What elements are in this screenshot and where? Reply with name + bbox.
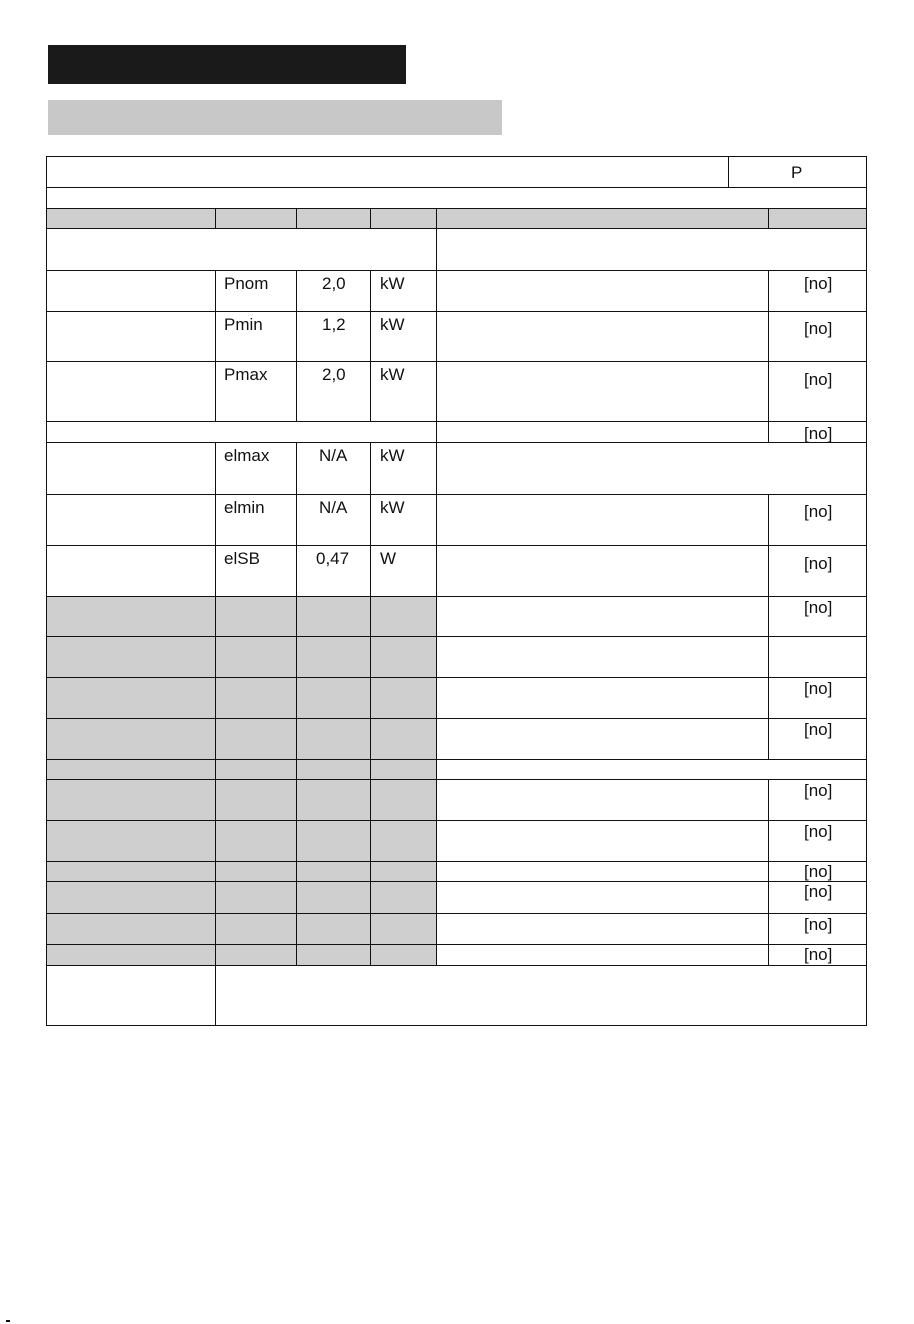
table-row-description bbox=[436, 270, 769, 312]
table-row-description bbox=[436, 311, 769, 362]
answer-text: [no] bbox=[804, 915, 833, 934]
header-code-letter: P bbox=[791, 163, 803, 182]
column-header-value bbox=[296, 208, 371, 229]
answer-text: [no] bbox=[804, 862, 833, 881]
table-row-description bbox=[436, 596, 769, 637]
table-row-answer: [no] bbox=[768, 421, 867, 443]
table-row-description bbox=[436, 361, 769, 422]
table-row-label bbox=[46, 270, 216, 312]
table-row-symbol bbox=[215, 636, 297, 678]
table-row-value bbox=[296, 861, 371, 882]
table-row-unit bbox=[370, 944, 437, 966]
table-row-answer bbox=[768, 779, 867, 821]
table-row-description bbox=[436, 861, 769, 882]
answer-text: [no] bbox=[804, 679, 833, 698]
table-row-value bbox=[296, 677, 371, 719]
table-row-symbol: elmin bbox=[215, 494, 297, 546]
footer-label-cell bbox=[46, 965, 216, 1026]
table-row-unit bbox=[370, 636, 437, 678]
table-row-symbol bbox=[215, 718, 297, 760]
header-model-cell bbox=[46, 156, 729, 188]
table-row-description bbox=[436, 881, 769, 914]
table-row-label bbox=[46, 677, 216, 719]
table-row-value: 2,0 bbox=[296, 270, 371, 312]
table-row-symbol bbox=[215, 759, 297, 780]
table-row-label bbox=[46, 361, 216, 422]
table-row-symbol: Pmax bbox=[215, 361, 297, 422]
subheader-row bbox=[46, 187, 867, 209]
table-row-value: N/A bbox=[296, 494, 371, 546]
table-row-symbol bbox=[215, 881, 297, 914]
table-row-symbol bbox=[215, 944, 297, 966]
table-row-description bbox=[436, 944, 769, 966]
table-row-answer bbox=[768, 861, 867, 882]
table-row-value: 2,0 bbox=[296, 361, 371, 422]
section-aux-electricity-label bbox=[46, 421, 437, 443]
table-row-symbol: Pnom bbox=[215, 270, 297, 312]
table-row-answer: [no] bbox=[768, 494, 867, 546]
table-row-value bbox=[296, 913, 371, 945]
column-header-answer bbox=[768, 208, 867, 229]
answer-text: [no] bbox=[804, 822, 833, 841]
table-row-label bbox=[46, 718, 216, 760]
table-row-symbol: elSB bbox=[215, 545, 297, 597]
section-subtitle-bar bbox=[48, 100, 502, 135]
table-row-symbol bbox=[215, 779, 297, 821]
table-row-unit bbox=[370, 820, 437, 862]
table-row-value bbox=[296, 596, 371, 637]
table-row-description bbox=[436, 820, 769, 862]
section-heat-input-label bbox=[436, 228, 867, 271]
table-row-answer bbox=[768, 820, 867, 862]
answer-text: [no] bbox=[804, 720, 833, 739]
table-row-symbol bbox=[215, 820, 297, 862]
answer-text: [no] bbox=[804, 781, 833, 800]
table-row-description bbox=[436, 677, 769, 719]
answer-text: [no] bbox=[804, 945, 833, 964]
answer-text: [no] bbox=[804, 882, 833, 901]
table-row-symbol bbox=[215, 913, 297, 945]
table-row-label bbox=[46, 913, 216, 945]
column-header-description bbox=[436, 208, 769, 229]
column-header-item bbox=[46, 208, 216, 229]
table-row-label bbox=[46, 759, 216, 780]
table-row-label bbox=[46, 861, 216, 882]
table-row-unit bbox=[370, 881, 437, 914]
table-row-label bbox=[46, 944, 216, 966]
table-row-symbol bbox=[215, 861, 297, 882]
table-row-unit bbox=[370, 759, 437, 780]
table-row-answer bbox=[768, 636, 867, 678]
header-code-cell bbox=[728, 156, 867, 188]
table-row-answer: [no] bbox=[768, 311, 867, 362]
table-row-label bbox=[46, 779, 216, 821]
table-row-label bbox=[46, 881, 216, 914]
table-row-label bbox=[46, 545, 216, 597]
table-row-unit: kW bbox=[370, 442, 437, 495]
table-row-value bbox=[296, 779, 371, 821]
table-row-answer bbox=[768, 677, 867, 719]
table-row-answer bbox=[768, 718, 867, 760]
table-row-unit: W bbox=[370, 545, 437, 597]
table-row-unit: kW bbox=[370, 361, 437, 422]
table-row-description bbox=[436, 545, 769, 597]
table-row-description bbox=[436, 442, 867, 495]
table-row-description bbox=[436, 913, 769, 945]
table-row-answer bbox=[768, 881, 867, 914]
table-row-label bbox=[46, 820, 216, 862]
table-row-unit bbox=[370, 779, 437, 821]
table-row-description bbox=[436, 494, 769, 546]
footer-content-cell bbox=[215, 965, 867, 1026]
table-row-value bbox=[296, 718, 371, 760]
column-header-unit bbox=[370, 208, 437, 229]
table-row-description bbox=[436, 636, 769, 678]
table-row-answer: [no] bbox=[768, 361, 867, 422]
table-row-label bbox=[46, 636, 216, 678]
table-row-value bbox=[296, 636, 371, 678]
table-row-unit bbox=[370, 861, 437, 882]
table-row-unit bbox=[370, 913, 437, 945]
table-row-answer: [no] bbox=[768, 270, 867, 312]
table-row-value: N/A bbox=[296, 442, 371, 495]
page-edge-mark bbox=[6, 1320, 10, 1322]
table-row-label bbox=[46, 442, 216, 495]
table-row-symbol bbox=[215, 677, 297, 719]
table-row-unit: kW bbox=[370, 270, 437, 312]
table-row-label bbox=[46, 596, 216, 637]
table-row-answer bbox=[768, 944, 867, 966]
section-title-bar bbox=[48, 45, 406, 84]
table-row-value: 0,47 bbox=[296, 545, 371, 597]
table-row-answer bbox=[768, 596, 867, 637]
table-row-description bbox=[436, 718, 769, 760]
table-row-value: 1,2 bbox=[296, 311, 371, 362]
table-row-unit: kW bbox=[370, 494, 437, 546]
table-row-answer: [no] bbox=[768, 545, 867, 597]
table-row-unit bbox=[370, 596, 437, 637]
table-row-answer bbox=[768, 913, 867, 945]
answer-text: [no] bbox=[804, 598, 833, 617]
table-row-label bbox=[46, 494, 216, 546]
table-row-symbol: Pmin bbox=[215, 311, 297, 362]
table-row-value bbox=[296, 881, 371, 914]
table-row-label bbox=[46, 311, 216, 362]
table-row-value bbox=[296, 944, 371, 966]
table-row-symbol: elmax bbox=[215, 442, 297, 495]
table-row-value bbox=[296, 759, 371, 780]
table-row-symbol bbox=[215, 596, 297, 637]
table-row-unit: kW bbox=[370, 311, 437, 362]
column-header-symbol bbox=[215, 208, 297, 229]
section-heat-output-label bbox=[46, 228, 437, 271]
table-row-unit bbox=[370, 718, 437, 760]
table-row-description bbox=[436, 759, 867, 780]
table-row-description bbox=[436, 421, 769, 443]
table-row-description bbox=[436, 779, 769, 821]
table-row-unit bbox=[370, 677, 437, 719]
table-row-value bbox=[296, 820, 371, 862]
